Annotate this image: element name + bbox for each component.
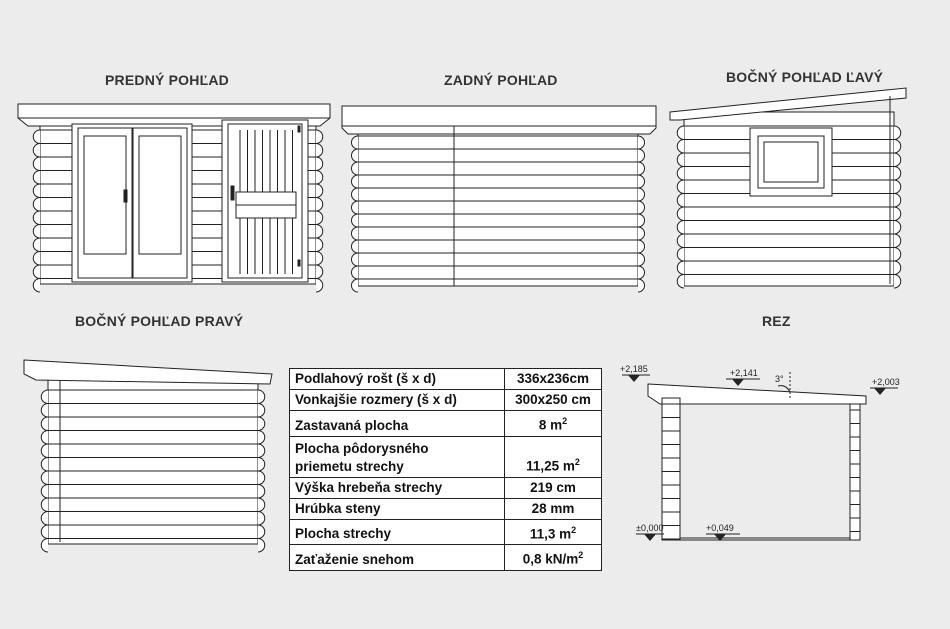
right-side-roof	[24, 360, 272, 384]
spec-value: 219 cm	[505, 477, 602, 498]
right-side-wall	[48, 380, 258, 544]
section-wall-left	[662, 398, 680, 540]
section-view-drawing	[622, 372, 898, 541]
door-handle-icon	[124, 190, 127, 202]
back-roof	[342, 106, 656, 134]
table-row	[290, 498, 602, 519]
spec-label: Plocha strechy	[290, 519, 505, 545]
front-view-title: PREDNÝ POHĽAD	[105, 72, 229, 88]
spec-label: Podlahový rošt (š x d)	[290, 369, 505, 390]
spec-value: 11,3 $m^2$	[505, 519, 602, 545]
section-wall-right	[850, 404, 860, 540]
right-side-view-drawing	[24, 360, 272, 552]
spec-label: Zaťaženie snehom	[290, 545, 505, 571]
front-view-drawing	[18, 104, 330, 292]
spec-label: Plocha pôdorysného priemetu strechy	[290, 436, 505, 477]
level-label-top-left: +2,185	[620, 364, 648, 374]
spec-label: Výška hrebeňa strechy	[290, 477, 505, 498]
level-marker-icon	[874, 388, 886, 395]
specifications-table	[289, 368, 602, 571]
left-side-view-title: BOČNÝ POHĽAD ĽAVÝ	[726, 69, 884, 85]
spec-label: Zastavaná plocha	[290, 411, 505, 437]
table-row	[290, 411, 602, 437]
back-wall	[358, 126, 638, 286]
spec-value: 11,25 $m^2$	[505, 436, 602, 477]
spec-value: 336x236cm	[505, 369, 602, 390]
table-row	[290, 477, 602, 498]
back-view-title: ZADNÝ POHĽAD	[444, 72, 558, 88]
roof-slope-label: 3°	[775, 374, 784, 384]
level-label-floor: +0,049	[706, 523, 734, 533]
table-row	[290, 519, 602, 545]
table-row	[290, 436, 602, 477]
spec-value: 0,8 $kN/m^2$	[505, 545, 602, 571]
spec-label: Vonkajšie rozmery (š x d)	[290, 390, 505, 411]
spec-label: Hrúbka steny	[290, 498, 505, 519]
spec-value: 300x250 cm	[505, 390, 602, 411]
right-side-view-title: BOČNÝ POHĽAD PRAVÝ	[75, 313, 244, 329]
door-handle-icon	[231, 186, 234, 200]
section-roof	[648, 384, 866, 404]
level-label-ridge: +2,141	[730, 368, 758, 378]
back-view-drawing	[342, 106, 656, 292]
left-side-view-drawing	[670, 88, 906, 288]
level-label-right: +2,003	[872, 377, 900, 387]
table-row	[290, 545, 602, 571]
level-marker-icon	[644, 534, 656, 541]
level-marker-icon	[628, 375, 640, 382]
level-label-ground: ±0,000	[636, 523, 664, 533]
table-row	[290, 369, 602, 390]
level-marker-icon	[732, 379, 744, 386]
spec-value: 28 mm	[505, 498, 602, 519]
spec-value: 8 $m^2$	[505, 411, 602, 437]
section-view-title: REZ	[762, 313, 791, 329]
table-row	[290, 390, 602, 411]
